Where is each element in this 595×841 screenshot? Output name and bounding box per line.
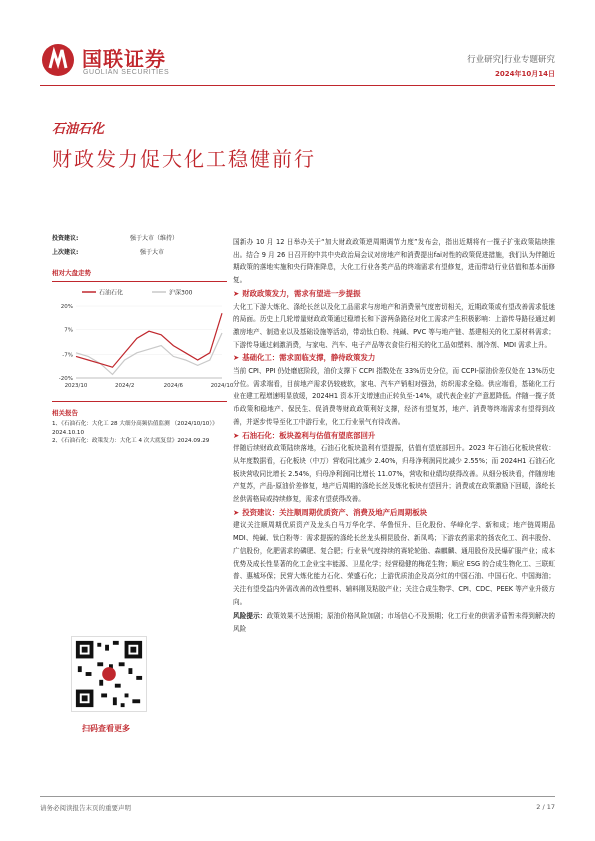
x-tick-label: 2024/6 (163, 383, 184, 389)
y-tick-label: -20% (58, 376, 73, 382)
guolian-logo-icon (40, 42, 76, 78)
legend-label: 沪深300 (169, 289, 193, 297)
section-title: 投资建议：关注顺周期优质资产、消费及地产后周期板块 (242, 507, 427, 517)
qr-label: 扫码查看更多 (82, 724, 130, 733)
x-tick-label: 2023/10 (64, 383, 88, 389)
sector-label: 石油石化 (52, 122, 105, 137)
section-paragraph: 伴随后续财政政策陆续落地，石油石化板块盈利有望提振，估值有望底部回升。2023 年石油石化板块营收：从年度数据看，石化板块（中万）营收同比减少 2.40%，归母净利润同比减少 2.55%；而 2024H1 石油石化板块营收同比增长 2.54%，归母净利润同比增长 11.07%，营收和业绩均获得改善。从细分板块看，伴随房地产复苏，产品-原油价差修复，地产后周期的涤纶长丝及炼化板块有望回升；消费或在政策激励下回暖，涤纶长丝供需格局或持续修复，需求有望获得改善。 (233, 444, 555, 504)
legend-label: 石油石化 (99, 289, 124, 297)
section-title: 基础化工：需求面临支撑，静待政策发力 (242, 353, 376, 363)
refs-heading: 相关报告 (52, 401, 227, 417)
report-date: 2024年10月14日 (495, 70, 555, 78)
invest-value: 强于大市（维持） (130, 235, 179, 242)
section-heading (233, 352, 555, 365)
y-tick-label: 7% (64, 327, 73, 334)
x-tick-label: 2024/2 (114, 383, 135, 389)
risk-label: 风险提示： (233, 612, 267, 621)
section-heading (233, 507, 555, 520)
intro-paragraph: 国新办 10 月 12 日举办关于“加大财政政策逆周期调节力度”发布会，指出近期将有一揽子扩张政策陆续推出。结合 9 月 26 日召开的中共中央政治局会议对房地产和消费提出fai对性的政策促进措施，我们认为伴随近期政策的落地实施和央行降准降息，大化工行业各类产品的终端需求有望修复，进而带动行业估值和基本面修复。 (233, 238, 555, 285)
report-category: 行业研究|行业专题研究 (467, 55, 555, 65)
prev-label: 上次建议: (52, 249, 79, 256)
arrow-icon: ➤ (233, 353, 240, 363)
brand-name-en: GUOLIAN SECURITIES (83, 69, 170, 76)
section-paragraph: 大化工下游大炼化、涤纶长丝以及化工品需求与房地产和消费景气度密切相关，近期政策或有望改善需求低迷的局面。历史上几轮增量财政政策通过稳增长和下游两条路径对化工需求产生积极影响：上游传导路径通过刺激房地产、制造业以及基础设施等活动，带动钛白粉、纯碱、PVC 等与地产链、基建相关的化工原材料需求；下游传导通过刺激消费，与家电、汽车、电子产品等衣食住行相关的化工品如塑料、制冷剂、MDI 需求上升。 (233, 302, 555, 349)
relative-trend-chart (52, 281, 234, 391)
series-line (76, 333, 222, 374)
rating-prev-row (52, 244, 227, 258)
trend-heading: 相对大盘走势 (52, 269, 91, 277)
chart-svg (52, 282, 234, 392)
section-title: 财政政策发力，需求有望进一步提振 (242, 288, 361, 298)
invest-label: 投资建议: (52, 235, 79, 242)
page-title: 财政发力促大化工稳健前行 (52, 147, 316, 171)
section-heading (233, 430, 555, 443)
x-tick-label: 2024/10 (210, 383, 234, 389)
section-paragraph: 建议关注顺周期优质资产及龙头白马万华化学、华鲁恒升、巨化股份、华峰化学、新和成；地产链周期品 MDI、纯碱、钛白粉等：需求提振的涤纶长丝龙头桐昆股份、新凤鸣；下游农药需求的扬农化工、润丰股份、广信股份，化肥需求的磷肥、复合肥；行业景气度持续的赛轮轮胎、森麒麟、通用股份及民爆矿服产业；成本优势及成长性显著的化工企业宝丰能源、卫星化学；经营稳健的梅花生物；顺应 ESG 的合成生物化工、三联虹普、惠城环保；民营大炼化能力石化、荣盛石化；上游优质油企及高分红的中国石油、中国石化、中国海油；关注有望受益内外需改善的改性塑料、辅料刚及粘胶产业；关注合成生物学、CPI、CDC、PEEK 等产业升级方向。 (233, 521, 555, 606)
main-body (233, 236, 555, 636)
page-header (40, 40, 555, 84)
section-title: 石油石化：板块盈利与估值有望底部回升 (242, 430, 376, 440)
arrow-icon: ➤ (233, 288, 240, 298)
arrow-icon: ➤ (233, 430, 240, 440)
section-paragraph: 当前 CPI、PPI 仍处磨底阶段，油价支撑下 CCPI 指数处在 33%历史分位，而 CCPI-原油价差仅处在 13%历史分位。需求端看，目前地产需求仍较疲软，家电、汽车产销相对强劲，纺织需求全稳。供应端看，基础化工行业在建工程增速明显放缓，2024H1 资本开支增速由正转负至-14%，或代表企业扩产意愿降低。伴随一揽子货币政策和稳地产、保民生、促消费等财政政策利好支撑，经济有望复苏，地产、消费等终端需求有望得到改善，并逐步传导至化工中游行业，化工行业景气有待改善。 (233, 367, 556, 426)
footer-divider (40, 796, 555, 797)
header-divider (40, 85, 555, 86)
brand-name-cn: 国联证券 (82, 47, 166, 71)
footer-disclaimer: 请务必阅读报告末页的重要声明 (40, 804, 131, 812)
ref-item[interactable]: 1、《石油石化：大化工 28 大细分高频估值监测 （2024/10/10）》2024.10.10 (52, 421, 218, 436)
y-tick-label: 20% (60, 304, 73, 310)
series-line (76, 313, 222, 367)
risk-paragraph (233, 610, 555, 635)
risk-text: 政策效果不达预期；原油价格风险加剧；市场信心不及预期；化工行业的供需矛盾暂未得到解决的风险 (233, 612, 556, 634)
prev-value: 强于大市 (140, 249, 165, 256)
left-sidebar (52, 230, 234, 446)
rating-invest-row (52, 230, 227, 244)
refs-list (52, 420, 227, 446)
qr-code-icon[interactable] (71, 636, 147, 712)
y-tick-label: -7% (62, 352, 73, 359)
arrow-icon: ➤ (233, 507, 240, 517)
ref-item[interactable]: 2、《石油石化：政策发力：大化工 4 次大底复盘》2024.09.29 (52, 438, 210, 444)
section-heading (233, 288, 555, 301)
page-number: 2 / 17 (536, 803, 555, 811)
